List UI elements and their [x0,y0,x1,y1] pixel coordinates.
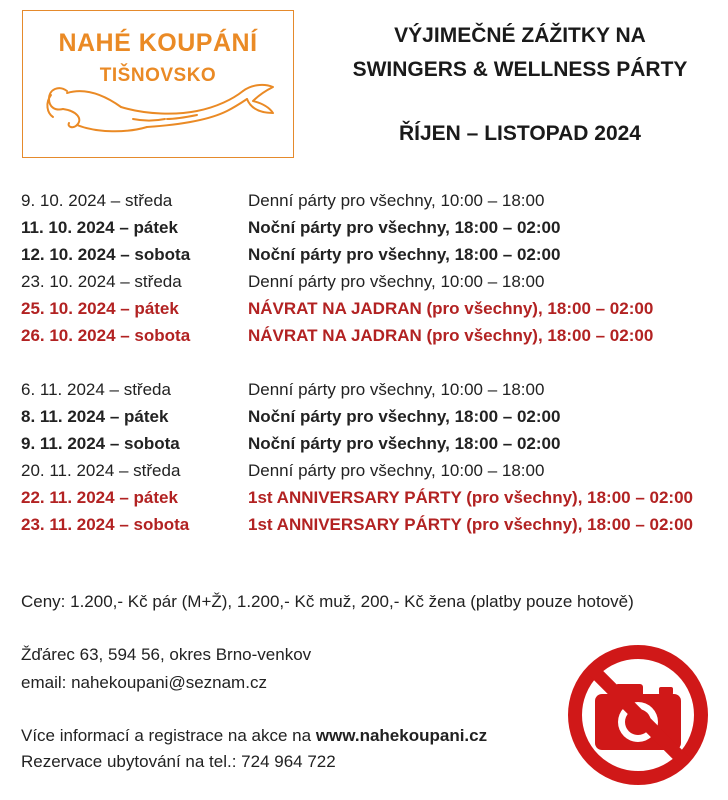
event-description: Denní párty pro všechny, 10:00 – 18:00 [248,461,545,480]
email-text[interactable]: email: nahekoupani@seznam.cz [21,673,267,692]
event-date: 11. 10. 2024 – pátek [21,218,178,237]
more-info-text [21,726,487,746]
event-description: 1st ANNIVERSARY PÁRTY (pro všechny), 18:00 – 02:00 [248,515,693,534]
event-description: Denní párty pro všechny, 10:00 – 18:00 [248,272,545,291]
address-text: Žďárec 63, 594 56, okres Brno-venkov [21,645,312,664]
schedule-row [21,187,721,214]
reservation-text: Rezervace ubytování na tel.: 724 964 722 [21,752,336,771]
event-description: 1st ANNIVERSARY PÁRTY (pro všechny), 18:00 – 02:00 [248,488,693,507]
logo [22,10,294,158]
event-description: Noční párty pro všechny, 18:00 – 02:00 [248,245,561,264]
schedule-row [21,484,721,511]
schedule-row [21,430,721,457]
schedule-row [21,457,721,484]
heading-line-1: VÝJIMEČNÉ ZÁŽITKY NA [394,24,646,47]
event-date: 12. 10. 2024 – sobota [21,245,191,264]
logo-subtitle: TIŠNOVSKO [99,65,217,86]
event-date: 26. 10. 2024 – sobota [21,326,191,345]
event-date: 23. 10. 2024 – středa [21,272,182,291]
heading-line-2: SWINGERS & WELLNESS PÁRTY [352,58,688,81]
event-description: Noční párty pro všechny, 18:00 – 02:00 [248,407,561,426]
event-date: 25. 10. 2024 – pátek [21,299,179,318]
schedule-row [21,403,721,430]
event-schedule [21,187,721,538]
schedule-row [21,268,721,295]
more-info-prefix: Více informací a registrace na akce na [21,726,316,745]
schedule-row [21,511,721,538]
event-description: Noční párty pro všechny, 18:00 – 02:00 [248,434,561,453]
event-date: 23. 11. 2024 – sobota [21,515,190,534]
event-date: 22. 11. 2024 – pátek [21,488,178,507]
event-date: 8. 11. 2024 – pátek [21,407,169,426]
schedule-row [21,322,721,349]
prices-text: Ceny: 1.200,- Kč pár (M+Ž), 1.200,- Kč muž, 200,- Kč žena (platby pouze hotově) [21,592,634,611]
schedule-row [21,376,721,403]
no-camera-icon [563,640,713,790]
schedule-row [21,214,721,241]
event-description: Denní párty pro všechny, 10:00 – 18:00 [248,191,545,210]
event-description: Denní párty pro všechny, 10:00 – 18:00 [248,380,545,399]
event-description: NÁVRAT NA JADRAN (pro všechny), 18:00 – 02:00 [248,299,654,318]
website-link[interactable]: www.nahekoupani.cz [315,726,488,745]
event-description: NÁVRAT NA JADRAN (pro všechny), 18:00 – 02:00 [248,326,654,345]
schedule-row [21,241,721,268]
event-date: 9. 11. 2024 – sobota [21,434,180,453]
logo-title: NAHÉ KOUPÁNÍ [58,29,258,57]
event-date: 9. 10. 2024 – středa [21,191,173,210]
schedule-row [21,295,721,322]
event-date: 6. 11. 2024 – středa [21,380,171,399]
event-description: Noční párty pro všechny, 18:00 – 02:00 [248,218,561,237]
event-date: 20. 11. 2024 – středa [21,461,181,480]
heading-period: ŘÍJEN – LISTOPAD 2024 [399,122,641,145]
mermaid-icon [37,81,277,151]
